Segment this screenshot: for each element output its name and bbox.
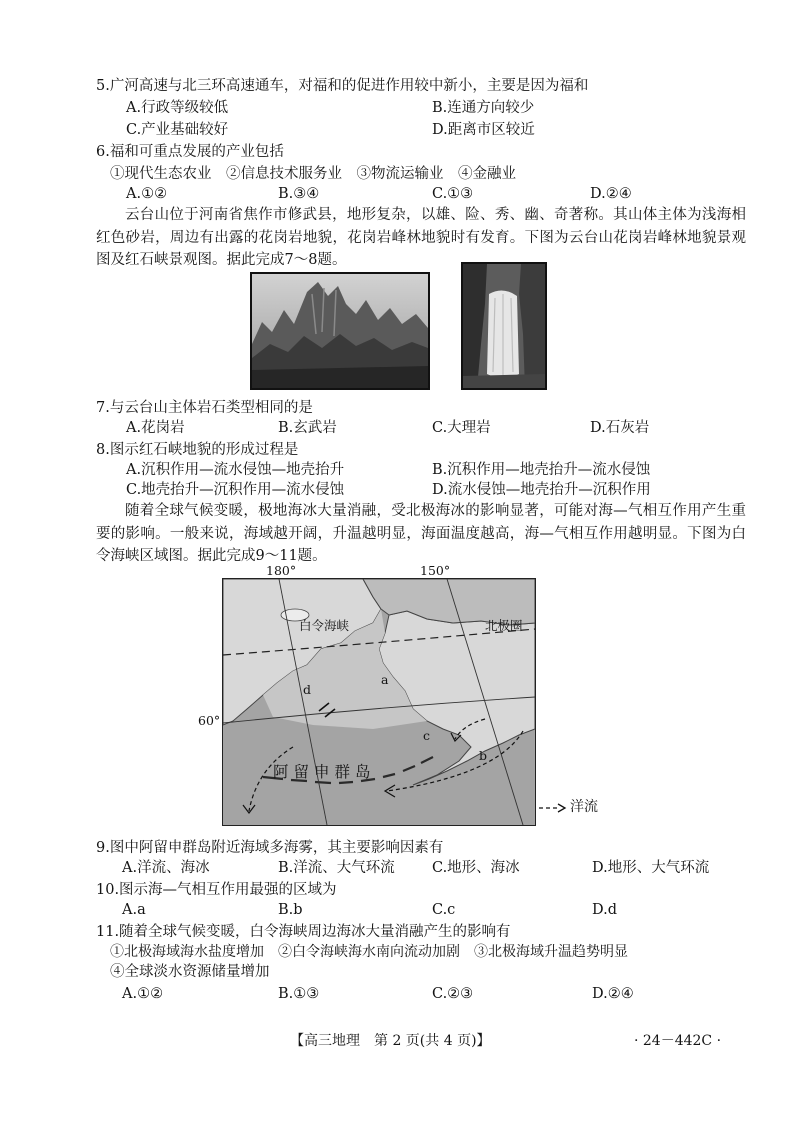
q7-option-d: D.石灰岩 — [590, 420, 650, 436]
passage-bering: 随着全球气候变暖，极地海冰大量消融，受北极海冰的影响显著，可能对海—气相互作用产生重要的影响。一般来说，海域越开阔，升温越明显，海面温度越高，海—气相互作用越明显。下图为白令海峡区域图。据此完成9～11题。 — [96, 503, 746, 564]
q8-stem: 8.图示红石峡地貌的形成过程是 — [96, 442, 299, 458]
q5-stem: 5.广河高速与北三环高速通车，对福和的促进作用较中新小，主要是因为福和 — [96, 78, 589, 94]
passage-yuntai: 云台山位于河南省焦作市修武县，地形复杂，以雄、险、秀、幽、奇著称。其山体主体为浅海相红色砂岩，周边有出露的花岗岩地貌，花岗岩峰林地貌时有发育。下图为云台山花岗岩峰林地貌景观图及红石峡景观图。据此完成7～8题。 — [96, 207, 746, 268]
q9-option-b: B.洋流、大气环流 — [278, 860, 395, 876]
bering-strait-map — [222, 578, 536, 826]
q5-option-b: B.连通方向较少 — [432, 100, 535, 116]
q6-option-d: D.②④ — [590, 186, 632, 202]
q7-option-c: C.大理岩 — [432, 420, 491, 436]
q7-option-a: A.花岗岩 — [126, 420, 185, 436]
q6-stem: 6.福和可重点发展的产业包括 — [96, 144, 284, 160]
q10-option-b: B.b — [278, 902, 303, 918]
map-arctic-circle-label: 北极圈 — [485, 618, 523, 633]
q11-items-2: ④全球淡水资源储量增加 — [110, 964, 270, 980]
page-footer: 【高三地理 第 2 页(共 4 页)】 — [290, 1033, 491, 1049]
q7-option-b: B.玄武岩 — [278, 420, 337, 436]
q6-option-c: C.①③ — [432, 186, 474, 202]
q11-option-c: C.②③ — [432, 986, 474, 1002]
q6-option-a: A.①② — [126, 186, 168, 202]
q9-option-c: C.地形、海冰 — [432, 860, 520, 876]
map-point-c: c — [423, 728, 431, 743]
q11-stem: 11.随着全球气候变暖，白令海峡周边海冰大量消融产生的影响有 — [96, 924, 511, 940]
q10-stem: 10.图示海—气相互作用最强的区域为 — [96, 882, 337, 898]
q11-option-d: D.②④ — [592, 986, 634, 1002]
map-lon-150-label: 150° — [420, 563, 451, 578]
granite-peak-photo — [250, 272, 430, 390]
hongshi-gorge-photo — [461, 262, 547, 390]
q8-option-b: B.沉积作用—地壳抬升—流水侵蚀 — [432, 462, 651, 478]
map-point-d: d — [303, 682, 312, 697]
legend-current-icon — [538, 802, 568, 814]
q6-option-b: B.③④ — [278, 186, 320, 202]
q5-option-c: C.产业基础较好 — [126, 122, 229, 138]
q11-option-b: B.①③ — [278, 986, 320, 1002]
q11-items-1: ①北极海域海水盐度增加 ②白令海峡海水南向流动加剧 ③北极海域升温趋势明显 — [110, 944, 628, 960]
legend-current-label: 洋流 — [570, 799, 598, 815]
q5-option-a: A.行政等级较低 — [126, 100, 229, 116]
map-lat-60-label: 60° — [198, 713, 221, 728]
q10-option-a: A.a — [122, 902, 146, 918]
q8-option-c: C.地壳抬升—沉积作用—流水侵蚀 — [126, 482, 345, 498]
q6-items: ①现代生态农业 ②信息技术服务业 ③物流运输业 ④金融业 — [110, 166, 516, 182]
map-islands-label: 阿留申群岛 — [273, 763, 376, 781]
q10-option-c: C.c — [432, 902, 456, 918]
bering-map-graphic — [223, 579, 535, 825]
q11-option-a: A.①② — [122, 986, 164, 1002]
paper-code: · 24－442C · — [634, 1033, 722, 1049]
q8-option-a: A.沉积作用—流水侵蚀—地壳抬升 — [126, 462, 345, 478]
map-point-b: b — [479, 748, 488, 763]
q7-stem: 7.与云台山主体岩石类型相同的是 — [96, 400, 313, 416]
map-point-a: a — [381, 672, 389, 687]
map-strait-label: 白令海峡 — [299, 618, 350, 633]
q10-option-d: D.d — [592, 902, 617, 918]
map-lon-180-label: 180° — [266, 563, 297, 578]
q5-option-d: D.距离市区较近 — [432, 122, 535, 138]
q9-option-a: A.洋流、海冰 — [122, 860, 210, 876]
q9-stem: 9.图中阿留申群岛附近海域多海雾，其主要影响因素有 — [96, 840, 444, 856]
q9-option-d: D.地形、大气环流 — [592, 860, 710, 876]
q8-option-d: D.流水侵蚀—地壳抬升—沉积作用 — [432, 482, 651, 498]
